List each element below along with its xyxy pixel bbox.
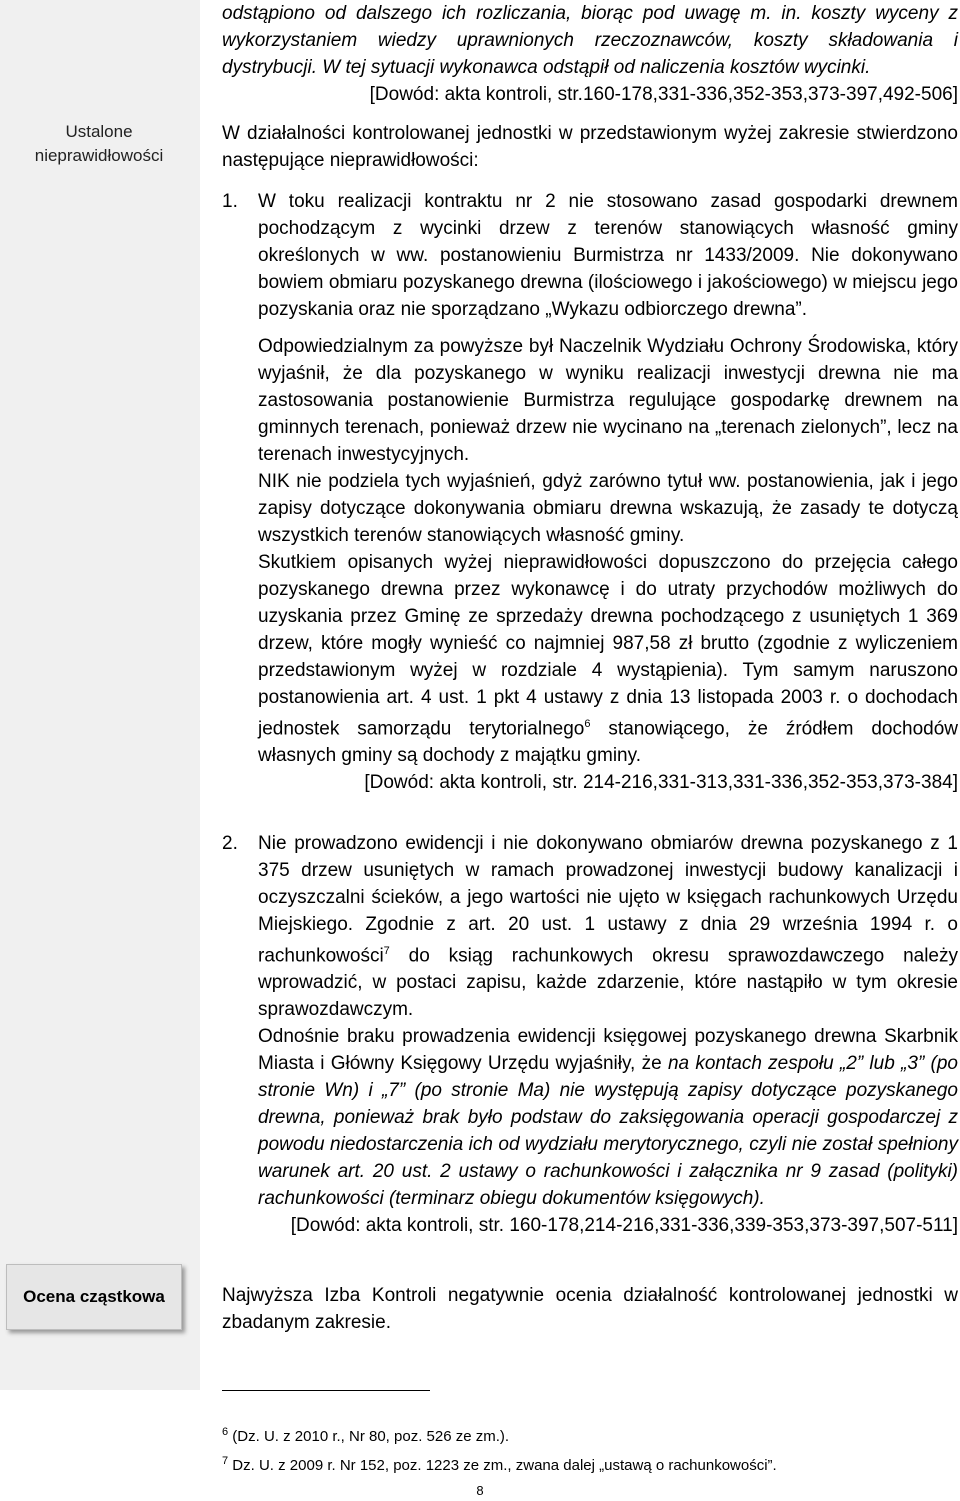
item1-paragraph-4-cont: stanowiącego, że źródłem dochodów własnych gminy są dochody z majątku gminy. [258,718,958,767]
assessment-paragraph: Najwyższa Izba Kontroli negatywnie ocenia działalność kontrolowanej jednostki w zbadanym zakresie. [222,1285,958,1333]
assessment-block [222,1282,958,1336]
page-number: 8 [476,1483,484,1498]
footnotes [222,1420,952,1478]
item-number: 1. [222,191,238,212]
footnote-7 [222,1449,952,1478]
item2-paragraph-2-text: Odnośnie braku prowadzenia ewidencji księgowej pozyskanego drewna Skarbnik Miasta i Główny Księgowy Urzędu wyjaśniły, że [258,1026,958,1075]
item2-paragraph-1 [258,830,958,1023]
item1-paragraph-1: W toku realizacji kontraktu nr 2 nie stosowano zasad gospodarki drewnem pochodzącym z wycinki drzew z terenów stanowiących własność gminy określonych w ww. postanowieniu Burmistrza nr 1433/2009. Nie dokonywano bowiem obmiaru pozyskanego drewna (ilościowego i jakościowego) w miejscu jego pozyskania oraz nie sporządzano „Wykazu odbiorczego drewna”. [258,191,958,320]
footnote-divider [222,1390,430,1391]
partial-assessment-label: Ocena cząstkowa [23,1287,165,1306]
evidence-reference: [Dowód: akta kontroli, str.160-178,331-336,352-353,373-397,492-506] [369,84,958,105]
section-label-irregularities: Ustalone nieprawidłowości [34,122,164,165]
sidebar [0,0,200,1390]
top-continuation [222,0,958,108]
evidence-reference: [Dowód: akta kontroli, str. 160-178,214-216,331-336,339-353,373-397,507-511] [290,1215,958,1237]
item2-paragraph-1-text: Nie prowadzono ewidencji i nie dokonywano obmiarów drewna pozyskanego z 1 375 drzew usuniętych w ramach prowadzonej inwestycji budowy kanalizacji i oczyszczalni ścieków, a jego wartości nie ujęto w księgach rachunkowych Urzędu Miejskiego. Zgodnie z art. 20 ust. 1 ustawy z dnia 29 września 1994 r. o rachunkowości [258,833,958,967]
item1-paragraph-4 [258,549,958,769]
item-number: 2. [222,833,238,854]
footnote-ref-6: 6 [584,718,591,730]
item1-paragraph-2: Odpowiedzialnym za powyższe był Naczelnik Wydziału Ochrony Środowiska, który wyjaśnił, że dla pozyskanego w wyniku realizacji inwestycji drewna nie ma zastosowania postanowienie Burmistrza regulujące gospodarkę drewnem na gminnych terenach, ponieważ drzew nie wycinano na „terenach zielonych”, lecz na terenach inwestycyjnych. [258,336,958,465]
evidence-reference: [Dowód: akta kontroli, str. 214-216,331-313,331-336,352-353,373-384] [364,772,958,794]
footnote-ref-7: 7 [383,945,390,957]
finding-item-1 [222,188,958,796]
footnote-7-text: Dz. U. z 2009 r. Nr 152, poz. 1223 ze zm., zwana dalej „ustawą o rachunkowości”. [228,1457,777,1474]
footnote-6-text: (Dz. U. z 2010 r., Nr 80, poz. 526 ze zm.). [228,1428,510,1445]
item1-paragraph-4-text: Skutkiem opisanych wyżej nieprawidłowości dopuszczono do przejęcia całego pozyskanego drewna przez wykonawcę i do utraty przychodów możliwych do uzyskania przez Gminę ze sprzedaży drewna pochodzącego z usuniętych 1 369 drzew, które mogły wynieść co najmniej 987,58 zł brutto (zgodnie z wyliczeniem przedstawionym wyżej w rozdziale 4 wystąpienia). Tym samym naruszono postanowienia art. 4 ust. 1 pkt 4 ustawy z dnia 13 listopada 2003 r. o dochodach jednostek samorządu terytorialnego [258,552,958,740]
partial-assessment-box [6,1264,182,1330]
footnote-6-number: 6 [222,1426,229,1438]
intro-paragraph: W działalności kontrolowanej jednostki w przedstawionym wyżej zakresie stwierdzono następujące nieprawidłowości: [222,123,958,171]
intro-block [222,120,958,174]
item1-paragraph-3: NIK nie podziela tych wyjaśnień, gdyż zarówno tytuł ww. postanowienia, jak i jego zapisy dotyczące dokonywania obmiaru drewna wskazują, że zasady te dotyczą wszystkich terenów stanowiących własność gminy. [258,471,958,546]
item2-paragraph-1-cont: do ksiąg rachunkowych okresu sprawozdawczego należy wprowadzić, w postaci zapisu, każde zdarzenie, które nastąpiło w tym okresie sprawozdawczym. [258,945,958,1021]
item2-paragraph-2-quote: na kontach zespołu „2” lub „3” (po stronie Wn) i „7” (po stronie Ma) nie występują zapisy dotyczące pozyskanego drewna, ponieważ brak było podstaw do zaksięgowania operacji gospodarczej z powodu niedostarczenia ich od wydziału merytorycznego, czyli nie został spełniony warunek art. 20 ust. 2 ustawy o rachunkowości i załącznika nr 9 zasad (polityki) rachunkowości (terminarz obiegu dokumentów księgowych). [258,1053,958,1210]
item2-paragraph-2 [258,1023,958,1212]
footnote-7-number: 7 [222,1455,229,1467]
continuation-paragraph: odstąpiono od dalszego ich rozliczania, biorąc pod uwagę m. in. koszty wyceny z wykorzystaniem wiedzy uprawnionych rzeczoznawców, koszty składowania i dystrybucji. W tej sytuacji wykonawca odstąpił od naliczenia kosztów wycinki. [222,3,958,78]
footnote-6 [222,1420,952,1449]
finding-item-2 [222,830,958,1239]
